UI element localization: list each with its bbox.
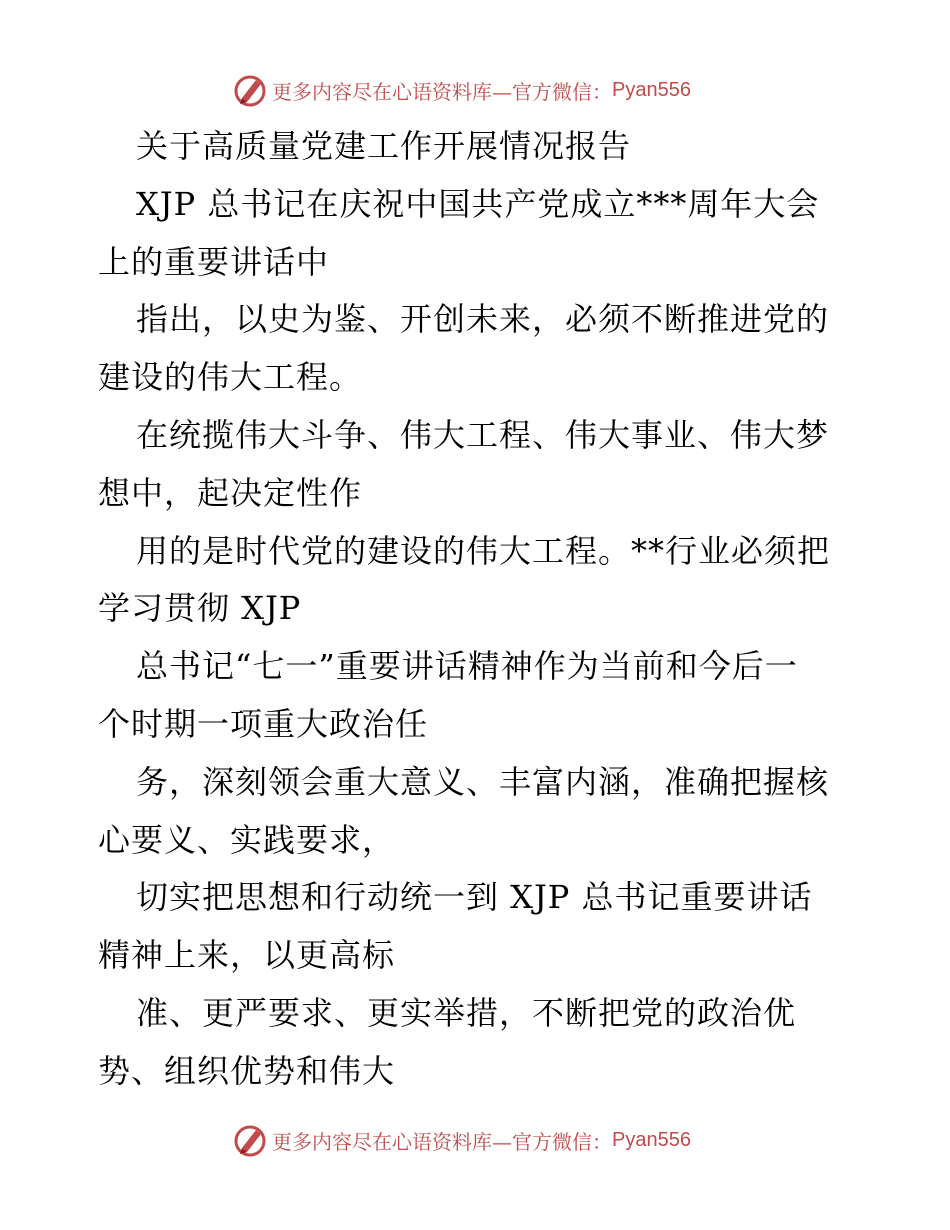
- watermark-wechat-id: Pyan556: [612, 78, 691, 101]
- paragraph-line: 指出，以史为鉴、开创未来，必须不断推进党的: [136, 300, 830, 339]
- watermark-wechat-id: Pyan556: [612, 1128, 691, 1151]
- pen-logo-icon: [232, 72, 268, 108]
- watermark-text: 更多内容尽在心语资料库—官方微信：: [272, 79, 612, 104]
- paragraph-line: 用的是时代党的建设的伟大工程。**行业必须把: [136, 531, 831, 570]
- paragraph-line: 总书记“七一”重要讲话精神作为当前和今后一: [136, 647, 798, 686]
- footer-watermark: [232, 1120, 691, 1160]
- paragraph-line: 切实把思想和行动统一到 XJP 总书记重要讲话: [136, 878, 813, 917]
- paragraph-line: 势、组织优势和伟大: [98, 1051, 396, 1090]
- watermark-text: 更多内容尽在心语资料库—官方微信：: [272, 1129, 612, 1154]
- paragraph-line: 准、更严要求、更实举措，不断把党的政治优: [136, 993, 797, 1032]
- paragraph-line: 心要义、实践要求，: [98, 820, 396, 859]
- paragraph-line: XJP 总书记在庆祝中国共产党成立***周年大会: [136, 184, 820, 223]
- paragraph-line: 上的重要讲话中: [98, 242, 330, 281]
- header-watermark: [232, 70, 691, 110]
- paragraph-line: 在统揽伟大斗争、伟大工程、伟大事业、伟大梦: [136, 415, 830, 454]
- paragraph-line: 个时期一项重大政治任: [98, 704, 429, 743]
- document-title: 关于高质量党建工作开展情况报告: [136, 127, 632, 165]
- paragraph-line: 想中，起决定性作: [98, 473, 363, 512]
- paragraph-line: 务，深刻领会重大意义、丰富内涵，准确把握核: [136, 762, 830, 801]
- paragraph-line: 精神上来，以更高标: [98, 936, 396, 975]
- document-body: [98, 118, 858, 1101]
- paragraph-line: 学习贯彻 XJP: [98, 589, 302, 628]
- paragraph-line: 建设的伟大工程。: [98, 358, 363, 397]
- pen-logo-icon: [232, 1122, 268, 1158]
